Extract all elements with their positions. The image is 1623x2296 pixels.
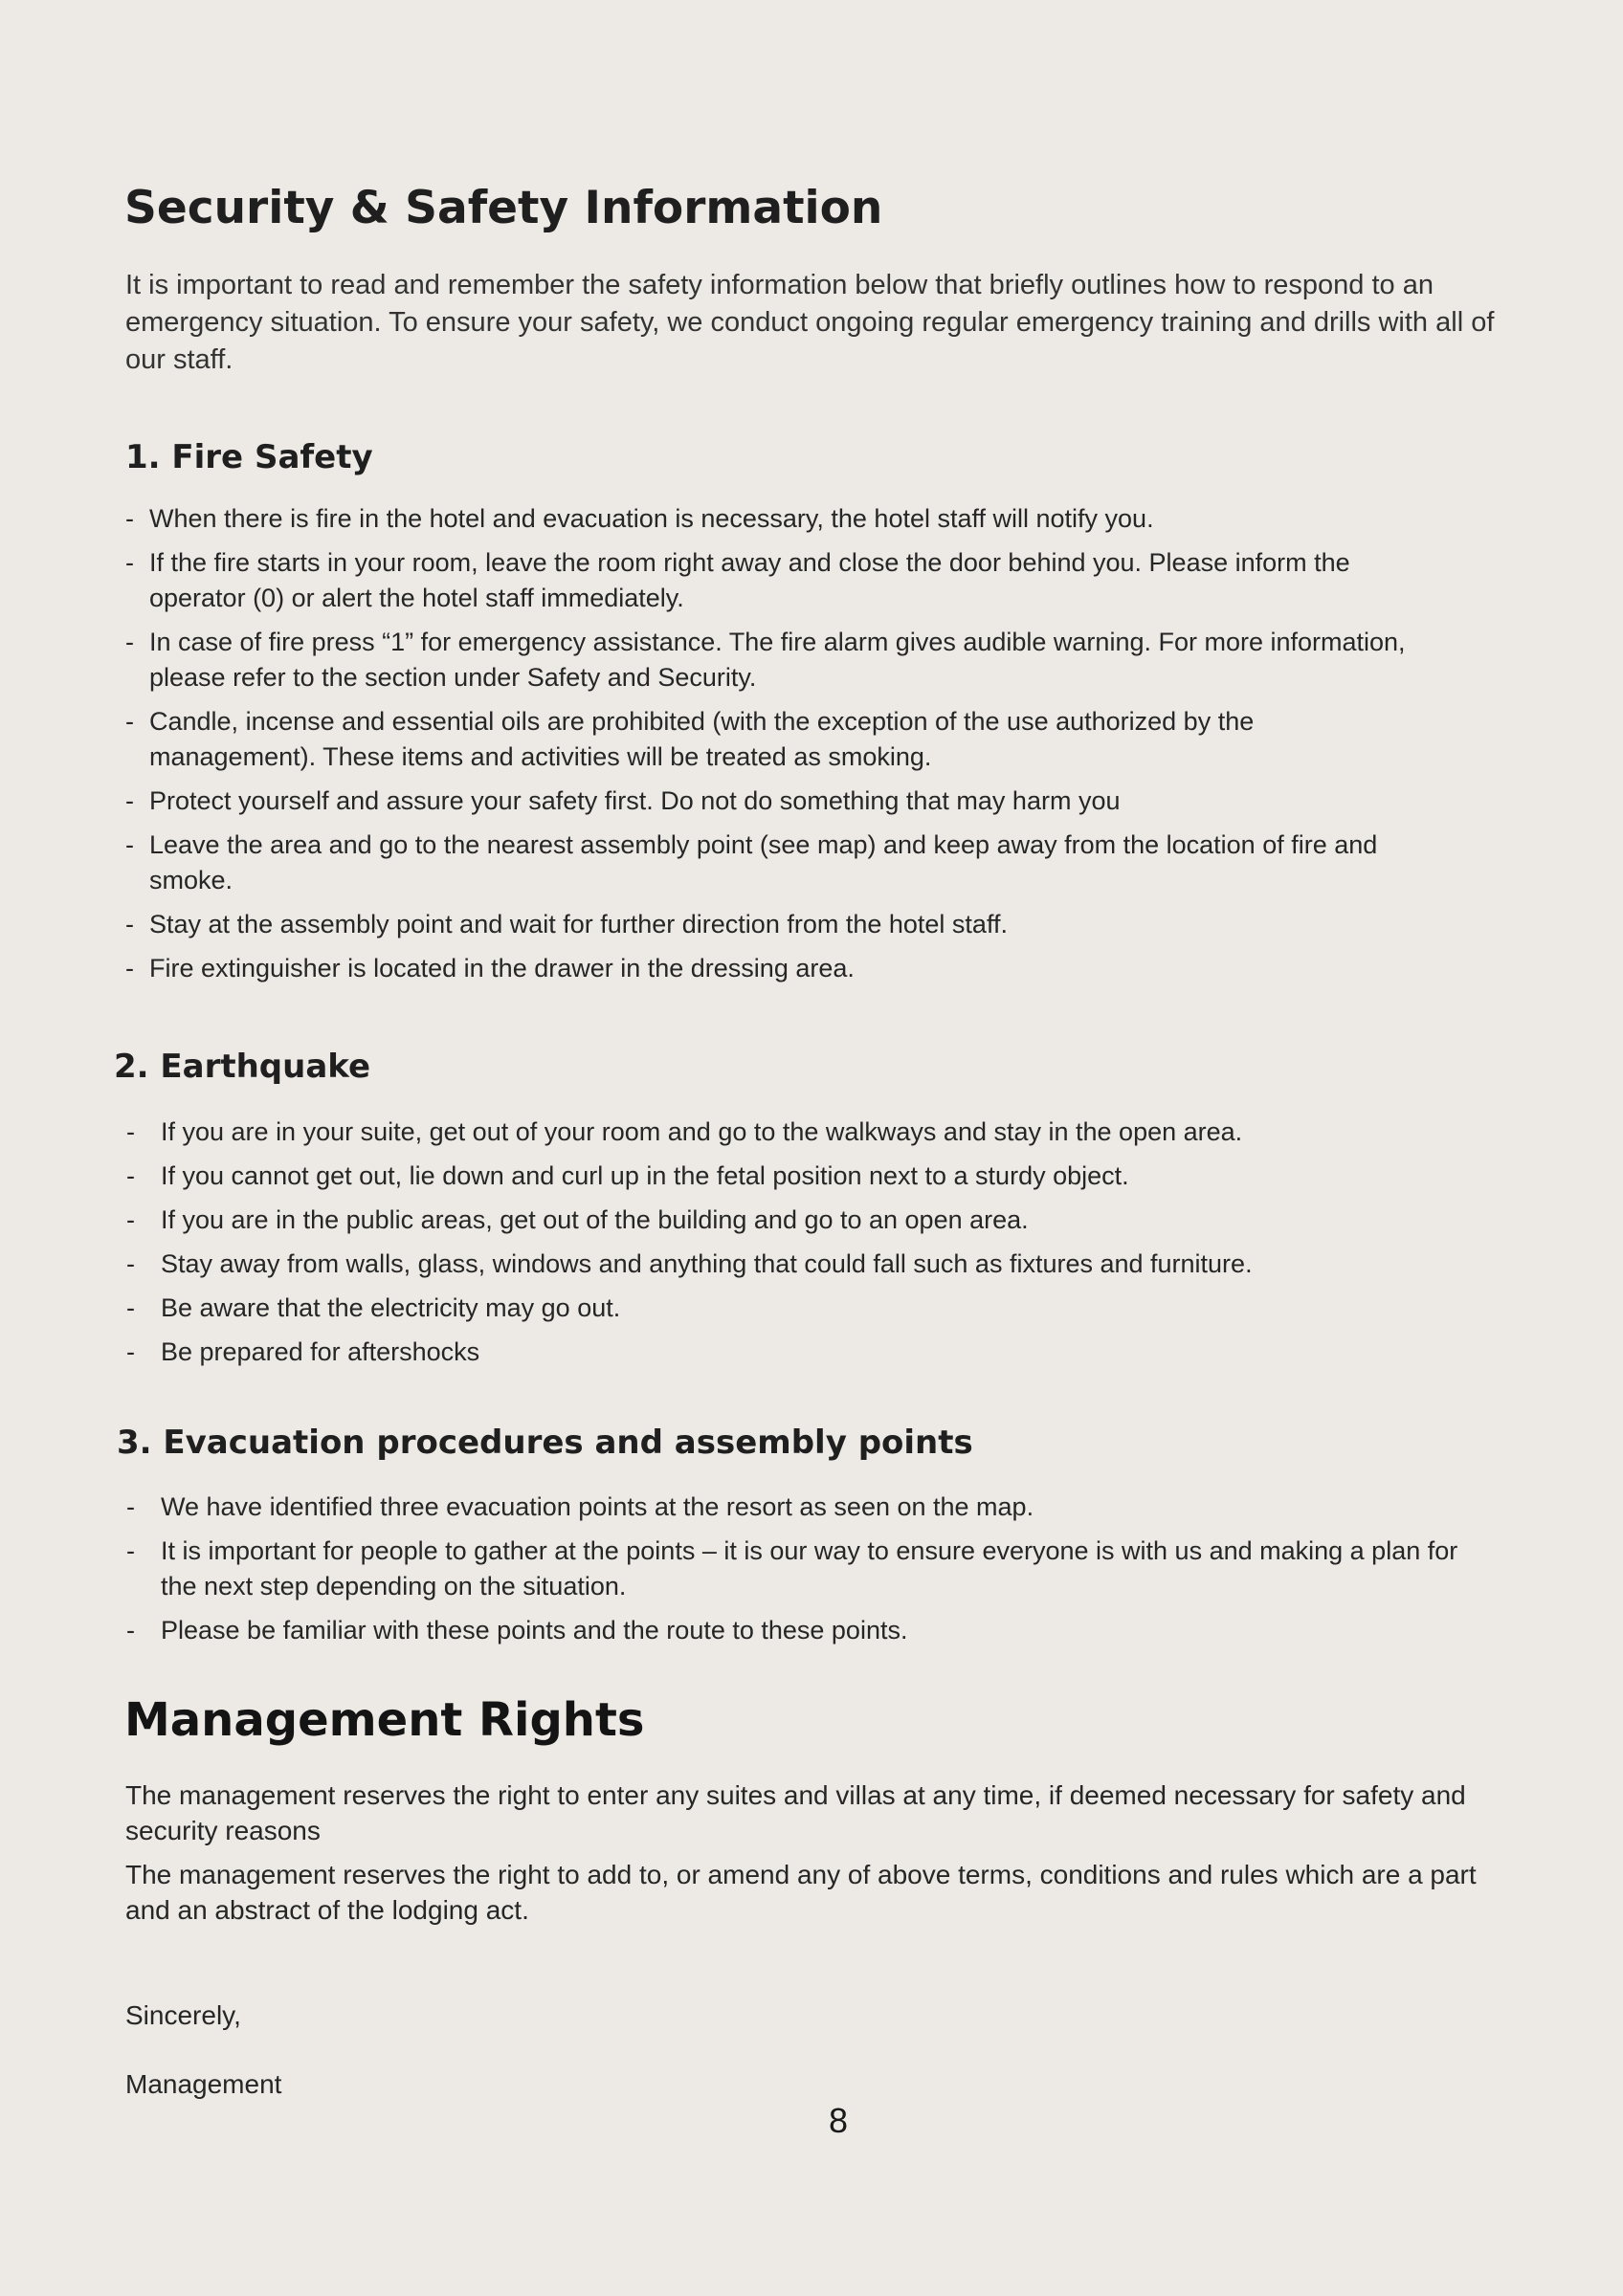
bullet-dash: - bbox=[126, 1492, 135, 1521]
fire-safety-heading: 1. Fire Safety bbox=[125, 438, 373, 476]
list-item: - Leave the area and go to the nearest assembly point (see map) and keep away from the location of fire and smoke. bbox=[125, 828, 1427, 898]
list-item: - Candle, incense and essential oils are prohibited (with the exception of the use authorized by the management). These items and activities will be treated as smoking. bbox=[125, 704, 1427, 775]
page-title: Security & Safety Information bbox=[124, 182, 883, 234]
signature-text: Management bbox=[125, 2069, 282, 2099]
list-item: - If you cannot get out, lie down and curl up in the fetal position next to a sturdy object. bbox=[125, 1159, 1465, 1194]
list-item: - We have identified three evacuation points at the resort as seen on the map. bbox=[125, 1490, 1465, 1525]
bullet-dash: - bbox=[125, 707, 134, 736]
bullet-dash: - bbox=[125, 910, 134, 938]
list-item: - Stay away from walls, glass, windows and anything that could fall such as fixtures and furniture. bbox=[125, 1247, 1465, 1282]
management-paragraph: The management reserves the right to add to, or amend any of above terms, conditions and rules which are a part and an abstract of the lodging act. bbox=[125, 1860, 1477, 1925]
bullet-dash: - bbox=[125, 548, 134, 577]
list-item: - If the fire starts in your room, leave the room right away and close the door behind you. Please inform the operator (0) or alert the hotel staff immediately. bbox=[125, 545, 1427, 616]
bullet-dash: - bbox=[126, 1205, 135, 1234]
bullet-dash: - bbox=[126, 1536, 135, 1565]
page-number: 8 bbox=[829, 2101, 849, 2140]
fire-safety-list bbox=[125, 501, 1427, 995]
closing-text: Sincerely, bbox=[125, 2000, 241, 2030]
bullet-dash: - bbox=[126, 1249, 135, 1278]
management-paragraph: The management reserves the right to enter any suites and villas at any time, if deemed necessary for safety and security reasons bbox=[125, 1780, 1466, 1845]
bullet-dash: - bbox=[126, 1161, 135, 1190]
bullet-dash: - bbox=[126, 1293, 135, 1322]
list-item: - Please be familiar with these points and the route to these points. bbox=[125, 1613, 1465, 1648]
list-item: - In case of fire press “1” for emergency assistance. The fire alarm gives audible warning. For more information, please refer to the section under Safety and Security. bbox=[125, 625, 1427, 695]
bullet-dash: - bbox=[125, 628, 134, 656]
bullet-dash: - bbox=[126, 1117, 135, 1146]
list-item: - Protect yourself and assure your safety first. Do not do something that may harm you bbox=[125, 784, 1427, 819]
bullet-dash: - bbox=[125, 786, 134, 815]
evacuation-list bbox=[125, 1490, 1465, 1657]
bullet-dash: - bbox=[125, 830, 134, 859]
list-item: - Be prepared for aftershocks bbox=[125, 1335, 1465, 1370]
list-item: - It is important for people to gather at the points – it is our way to ensure everyone is with us and making a plan for the next step depending on the situation. bbox=[125, 1534, 1465, 1604]
earthquake-heading: 2. Earthquake bbox=[114, 1048, 371, 1086]
bullet-dash: - bbox=[125, 504, 134, 533]
list-item: - Stay at the assembly point and wait for further direction from the hotel staff. bbox=[125, 907, 1427, 942]
list-item: - Be aware that the electricity may go out. bbox=[125, 1291, 1465, 1326]
intro-paragraph: It is important to read and remember the safety information below that briefly outlines how to respond to an emergency situation. To ensure your safety, we conduct ongoing regular emergency training and drills with all of our staff. bbox=[125, 270, 1495, 375]
bullet-dash: - bbox=[126, 1616, 135, 1645]
bullet-dash: - bbox=[125, 954, 134, 982]
earthquake-list bbox=[125, 1115, 1465, 1379]
list-item: - When there is fire in the hotel and evacuation is necessary, the hotel staff will notify you. bbox=[125, 501, 1427, 537]
list-item: - Fire extinguisher is located in the drawer in the dressing area. bbox=[125, 951, 1427, 986]
evacuation-heading: 3. Evacuation procedures and assembly points bbox=[117, 1424, 973, 1462]
bullet-dash: - bbox=[126, 1337, 135, 1366]
list-item: - If you are in the public areas, get out of the building and go to an open area. bbox=[125, 1203, 1465, 1238]
management-rights-heading: Management Rights bbox=[124, 1693, 645, 1747]
list-item: - If you are in your suite, get out of your room and go to the walkways and stay in the open area. bbox=[125, 1115, 1465, 1150]
